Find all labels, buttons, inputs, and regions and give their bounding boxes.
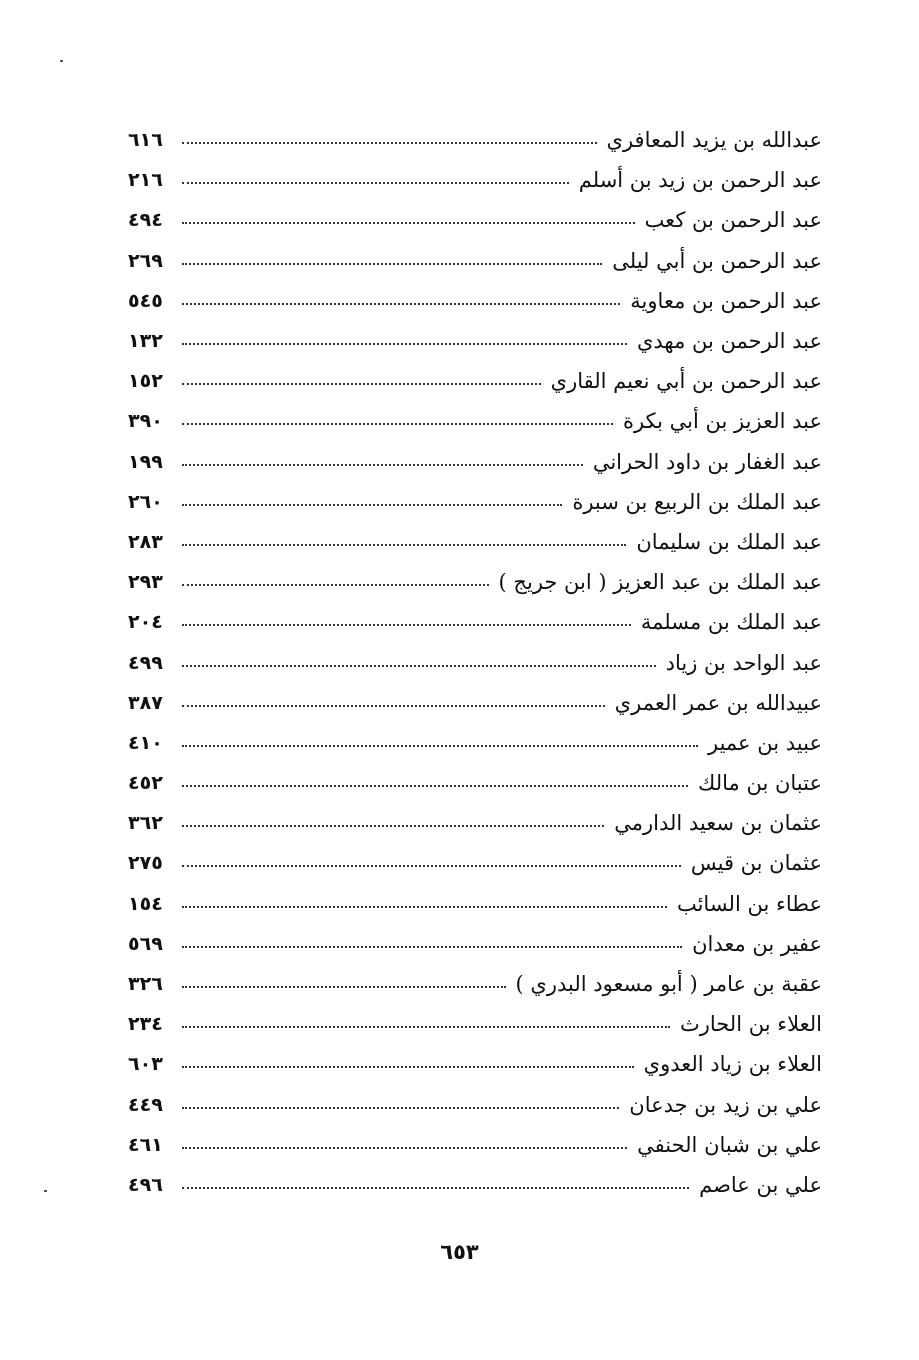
- entry-page-number: ٦١٦: [128, 129, 163, 152]
- entry-name: علي بن زيد بن جدعان: [629, 1092, 822, 1117]
- index-entry: [128, 321, 822, 361]
- index-entry: [128, 723, 822, 763]
- entry-page-number: ٣٨٧: [128, 691, 163, 714]
- entry-page-number: ٢٦٠: [128, 490, 163, 513]
- dot-leader: [182, 1147, 627, 1149]
- dot-leader: [182, 1107, 619, 1109]
- scan-speck: [44, 1190, 47, 1192]
- entry-name: عقبة بن عامر ( أبو مسعود البدري ): [515, 972, 822, 997]
- entry-name: عفير بن معدان: [692, 931, 822, 956]
- entry-name: عبد الواحد بن زياد: [665, 650, 822, 675]
- entry-name: عبد الملك بن مسلمة: [640, 610, 822, 635]
- index-entry: [128, 642, 822, 682]
- index-entry: [128, 482, 822, 522]
- entry-name: عبيدالله بن عمر العمري: [614, 690, 822, 715]
- dot-leader: [182, 825, 604, 827]
- index-entry: [128, 803, 822, 843]
- dot-leader: [182, 303, 620, 305]
- entry-page-number: ٣٦٢: [128, 812, 163, 835]
- entry-page-number: ١٥٤: [128, 892, 163, 915]
- dot-leader: [182, 745, 698, 747]
- dot-leader: [182, 1066, 634, 1068]
- entry-name: العلاء بن الحارث: [679, 1012, 822, 1037]
- entry-page-number: ٤٩٤: [128, 209, 163, 232]
- index-entry: [128, 884, 822, 924]
- dot-leader: [182, 946, 682, 948]
- dot-leader: [182, 222, 635, 224]
- entry-page-number: ٢٨٣: [128, 530, 163, 553]
- entry-page-number: ١٥٢: [128, 370, 163, 393]
- dot-leader: [182, 544, 626, 546]
- entry-name: علي بن شبان الحنفي: [637, 1132, 822, 1157]
- dot-leader: [182, 504, 562, 506]
- dot-leader: [182, 343, 627, 345]
- dot-leader: [182, 624, 631, 626]
- entry-page-number: ٥٦٩: [128, 932, 163, 955]
- dot-leader: [182, 142, 597, 144]
- index-entry: [128, 602, 822, 642]
- dot-leader: [182, 865, 681, 867]
- entry-name: عبد الملك بن الربيع بن سبرة: [572, 489, 822, 514]
- entry-page-number: ٢٦٩: [128, 249, 163, 272]
- index-entry: [128, 1125, 822, 1165]
- entry-name: عبد الرحمن بن أبي ليلى: [612, 248, 822, 273]
- dot-leader: [182, 423, 613, 425]
- dot-leader: [182, 263, 602, 265]
- entry-name: عتبان بن مالك: [698, 771, 822, 796]
- index-entry: [128, 200, 822, 240]
- index-entry: [128, 843, 822, 883]
- entry-page-number: ٢٩٣: [128, 571, 163, 594]
- entry-name: عبد الرحمن بن مهدي: [636, 329, 822, 354]
- index-entry: [128, 964, 822, 1004]
- index-entry: [128, 401, 822, 441]
- index-entry: [128, 442, 822, 482]
- dot-leader: [182, 383, 541, 385]
- dot-leader: [182, 1026, 670, 1028]
- entry-name: عثمان بن قيس: [690, 851, 822, 876]
- entry-page-number: ٤٥٢: [128, 772, 163, 795]
- entry-page-number: ٤٦١: [128, 1133, 163, 1156]
- entry-page-number: ٢١٦: [128, 169, 163, 192]
- entry-page-number: ١٣٢: [128, 330, 163, 353]
- index-entry: [128, 160, 822, 200]
- dot-leader: [182, 906, 667, 908]
- entry-page-number: ٥٤٥: [128, 289, 163, 312]
- entry-name: عبيد بن عمير: [707, 730, 822, 755]
- entry-page-number: ٣٢٦: [128, 973, 163, 996]
- entry-page-number: ٤٩٩: [128, 651, 163, 674]
- entry-page-number: ٢٣٤: [128, 1013, 163, 1036]
- dot-leader: [182, 986, 506, 988]
- entry-name: عثمان بن سعيد الدارمي: [614, 811, 822, 836]
- dot-leader: [182, 584, 489, 586]
- index-list: [128, 120, 822, 1205]
- index-entry: [128, 763, 822, 803]
- index-entry: [128, 522, 822, 562]
- dot-leader: [182, 464, 583, 466]
- index-entry: [128, 1004, 822, 1044]
- entry-name: عبدالله بن يزيد المعافري: [606, 128, 822, 153]
- entry-page-number: ٦٠٣: [128, 1053, 163, 1076]
- entry-name: عبد الغفار بن داود الحراني: [592, 449, 822, 474]
- entry-name: عبد الرحمن بن معاوية: [630, 288, 822, 313]
- entry-name: عبد الرحمن بن أبي نعيم القاري: [550, 369, 822, 394]
- index-entry: [128, 361, 822, 401]
- entry-page-number: ٤١٠: [128, 731, 163, 754]
- index-entry: [128, 1044, 822, 1084]
- scan-speck: [60, 60, 63, 62]
- index-entry: [128, 281, 822, 321]
- entry-page-number: ١٩٩: [128, 450, 163, 473]
- dot-leader: [182, 705, 605, 707]
- entry-page-number: ٢٠٤: [128, 611, 163, 634]
- index-entry: [128, 562, 822, 602]
- index-entry: [128, 683, 822, 723]
- dot-leader: [182, 182, 569, 184]
- entry-name: عبد الرحمن بن زيد بن أسلم: [578, 168, 822, 193]
- index-entry: [128, 924, 822, 964]
- entry-page-number: ٤٤٩: [128, 1093, 163, 1116]
- entry-page-number: ٢٧٥: [128, 852, 163, 875]
- entry-name: عبد الملك بن عبد العزيز ( ابن جريج ): [498, 570, 822, 595]
- index-entry: [128, 241, 822, 281]
- dot-leader: [182, 665, 656, 667]
- dot-leader: [182, 785, 688, 787]
- entry-name: العلاء بن زياد العدوي: [643, 1052, 822, 1077]
- index-entry: [128, 1085, 822, 1125]
- entry-name: عبد الرحمن بن كعب: [644, 208, 822, 233]
- entry-name: عبد الملك بن سليمان: [636, 529, 822, 554]
- page-number: ٦٥٣: [440, 1240, 479, 1264]
- entry-page-number: ٣٩٠: [128, 410, 163, 433]
- index-entry: [128, 120, 822, 160]
- dot-leader: [182, 1187, 689, 1189]
- entry-name: علي بن عاصم: [699, 1172, 822, 1197]
- entry-page-number: ٤٩٦: [128, 1173, 163, 1196]
- entry-name: عطاء بن السائب: [676, 891, 822, 916]
- entry-name: عبد العزيز بن أبي بكرة: [622, 409, 822, 434]
- index-entry: [128, 1165, 822, 1205]
